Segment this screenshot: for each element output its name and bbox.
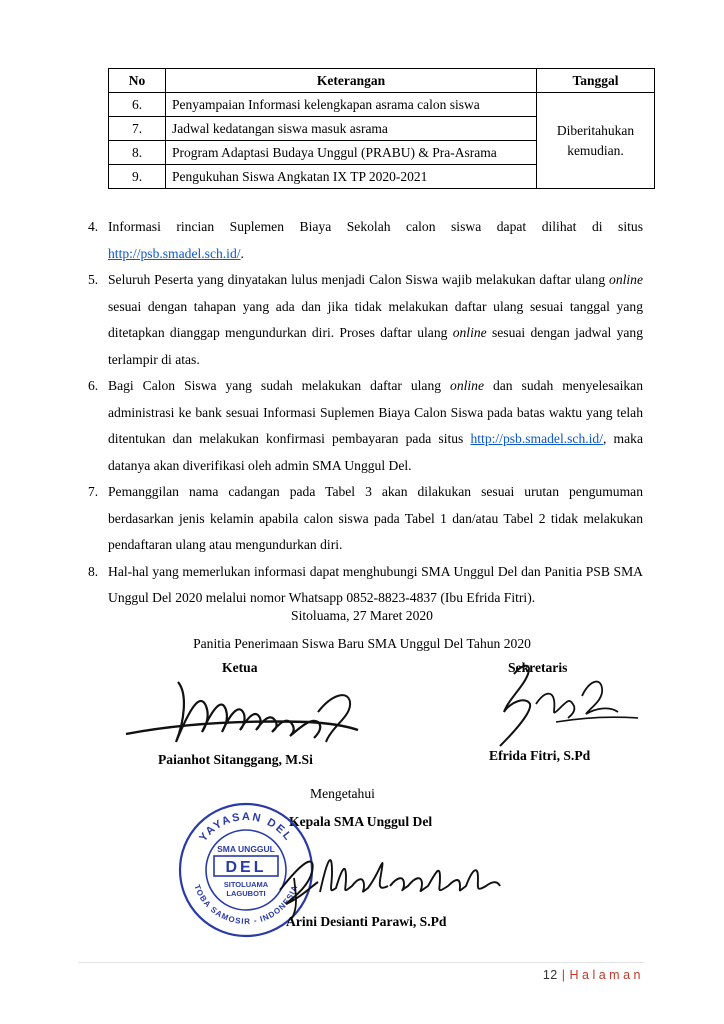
- list-item: [88, 479, 643, 559]
- kepala-title: Kepala SMA Unggul Del: [289, 814, 433, 829]
- ketua-signature: [118, 672, 368, 762]
- footer-separator: |: [561, 968, 566, 982]
- kepala-name: Arini Desianti Parawi, S.Pd: [286, 914, 447, 929]
- kepala-signature: [272, 842, 512, 922]
- stamp-location-1: SITOLUAMA: [223, 880, 269, 889]
- svg-text:YAYASAN DEL: [197, 811, 294, 844]
- page-number: 12: [542, 968, 558, 982]
- stamp-location-2: LAGUBOTI: [226, 889, 266, 898]
- stamp-logo: DEL: [225, 859, 267, 876]
- committee-name: Panitia Penerimaan Siswa Baru SMA Unggul Del Tahun 2020: [193, 636, 531, 651]
- list-item: [88, 214, 643, 267]
- row-description: Pengukuhan Siswa Angkatan IX TP 2020-2021: [166, 165, 537, 189]
- information-list: [88, 214, 643, 612]
- place-date: Sitoluama, 27 Maret 2020: [291, 608, 433, 623]
- row-number: 6.: [109, 93, 166, 117]
- table-header-row: [109, 69, 655, 93]
- ketua-title: Ketua: [222, 660, 258, 675]
- item-text: dan sudah menyelesaikan administrasi ke bank sesuai Informasi Suplemen Biaya Calon Siswa pada batas waktu yang telah ditentukan dan melakukan konfirmasi pembayaran pada situs: [108, 378, 644, 446]
- header-tanggal: Tanggal: [537, 69, 655, 93]
- item-text: Seluruh Peserta yang dinyatakan lulus menjadi Calon Siswa wajib melakukan daftar ulang: [108, 272, 610, 287]
- italic-term: online: [452, 325, 487, 340]
- date-line-1: Diberitahukan: [556, 122, 635, 138]
- item-text-tail: .: [240, 245, 244, 261]
- item-number: 7.: [88, 484, 99, 499]
- stamp-school-line: SMA UNGGUL: [217, 844, 275, 854]
- stamp-top-arc: YAYASAN DEL: [197, 810, 295, 844]
- sekretaris-signature: [470, 652, 650, 752]
- item-number: 4.: [88, 219, 99, 234]
- item-text: , maka datanya akan diverifikasi oleh admin SMA Unggul Del.: [108, 431, 643, 473]
- page-footer: [543, 968, 644, 982]
- header-no: No: [109, 69, 166, 93]
- table-row: [109, 93, 655, 117]
- item-number: 5.: [88, 272, 99, 287]
- row-description: Program Adaptasi Budaya Unggul (PRABU) & Pra-Asrama: [166, 141, 537, 165]
- italic-term: online: [450, 378, 484, 393]
- italic-term: online: [609, 272, 643, 287]
- item-text: Pemanggilan nama cadangan pada Tabel 3 akan dilakukan sesuai urutan pengumuman berdasarkan jenis kelamin apabila calon siswa pada Tabel 1 dan/atau Tabel 2 tidak melakukan pendaftaran ulang atau mengundurkan diri.: [108, 484, 643, 552]
- item-text: sesuai dengan tahapan yang ada dan jika tidak melakukan daftar ulang sesuai tanggal yang ditetapkan dianggap mengundurkan diri. Proses daftar ulang: [108, 298, 643, 340]
- psb-website-link[interactable]: http://psb.smadel.sch.id/: [470, 431, 604, 446]
- item-text: sesuai dengan jadwal yang terlampir di atas.: [108, 325, 643, 367]
- list-item: [88, 267, 643, 373]
- header-keterangan: Keterangan: [166, 69, 537, 93]
- item-number: 8.: [88, 563, 99, 579]
- psb-website-link[interactable]: http://psb.smadel.sch.id/: [108, 245, 241, 261]
- item-text: Hal-hal yang memerlukan informasi dapat menghubungi SMA Unggul Del dan Panitia PSB SMA Unggul Del 2020 melalui nomor Whatsapp 0852-8823-4837 (Ibu Efrida Fitri).: [108, 563, 643, 605]
- page-label: Halaman: [569, 968, 644, 982]
- row-date-cell: [537, 93, 655, 189]
- sekretaris-title: Sekretaris: [508, 660, 568, 675]
- mengetahui-label: Mengetahui: [310, 786, 375, 801]
- row-number: 7.: [109, 117, 166, 141]
- list-item: [88, 559, 643, 612]
- row-description: Penyampaian Informasi kelengkapan asrama calon siswa: [166, 93, 537, 117]
- row-number: 9.: [109, 165, 166, 189]
- item-text: Informasi rincian Suplemen Biaya Sekolah calon siswa dapat dilihat di situs: [108, 219, 643, 234]
- footer-divider: [78, 962, 644, 963]
- stamp-bottom-arc: TOBA SAMOSIR - INDONESIA: [192, 883, 300, 927]
- item-text: Bagi Calon Siswa yang sudah melakukan daftar ulang: [108, 378, 451, 393]
- ketua-name: Paianhot Sitanggang, M.Si: [158, 752, 313, 767]
- date-line-2: kemudian.: [567, 142, 624, 158]
- list-item: [88, 373, 643, 479]
- row-description: Jadwal kedatangan siswa masuk asrama: [166, 117, 537, 141]
- schedule-table: [108, 68, 655, 189]
- sekretaris-name: Efrida Fitri, S.Pd: [489, 748, 591, 763]
- item-number: 6.: [88, 378, 99, 393]
- row-number: 8.: [109, 141, 166, 165]
